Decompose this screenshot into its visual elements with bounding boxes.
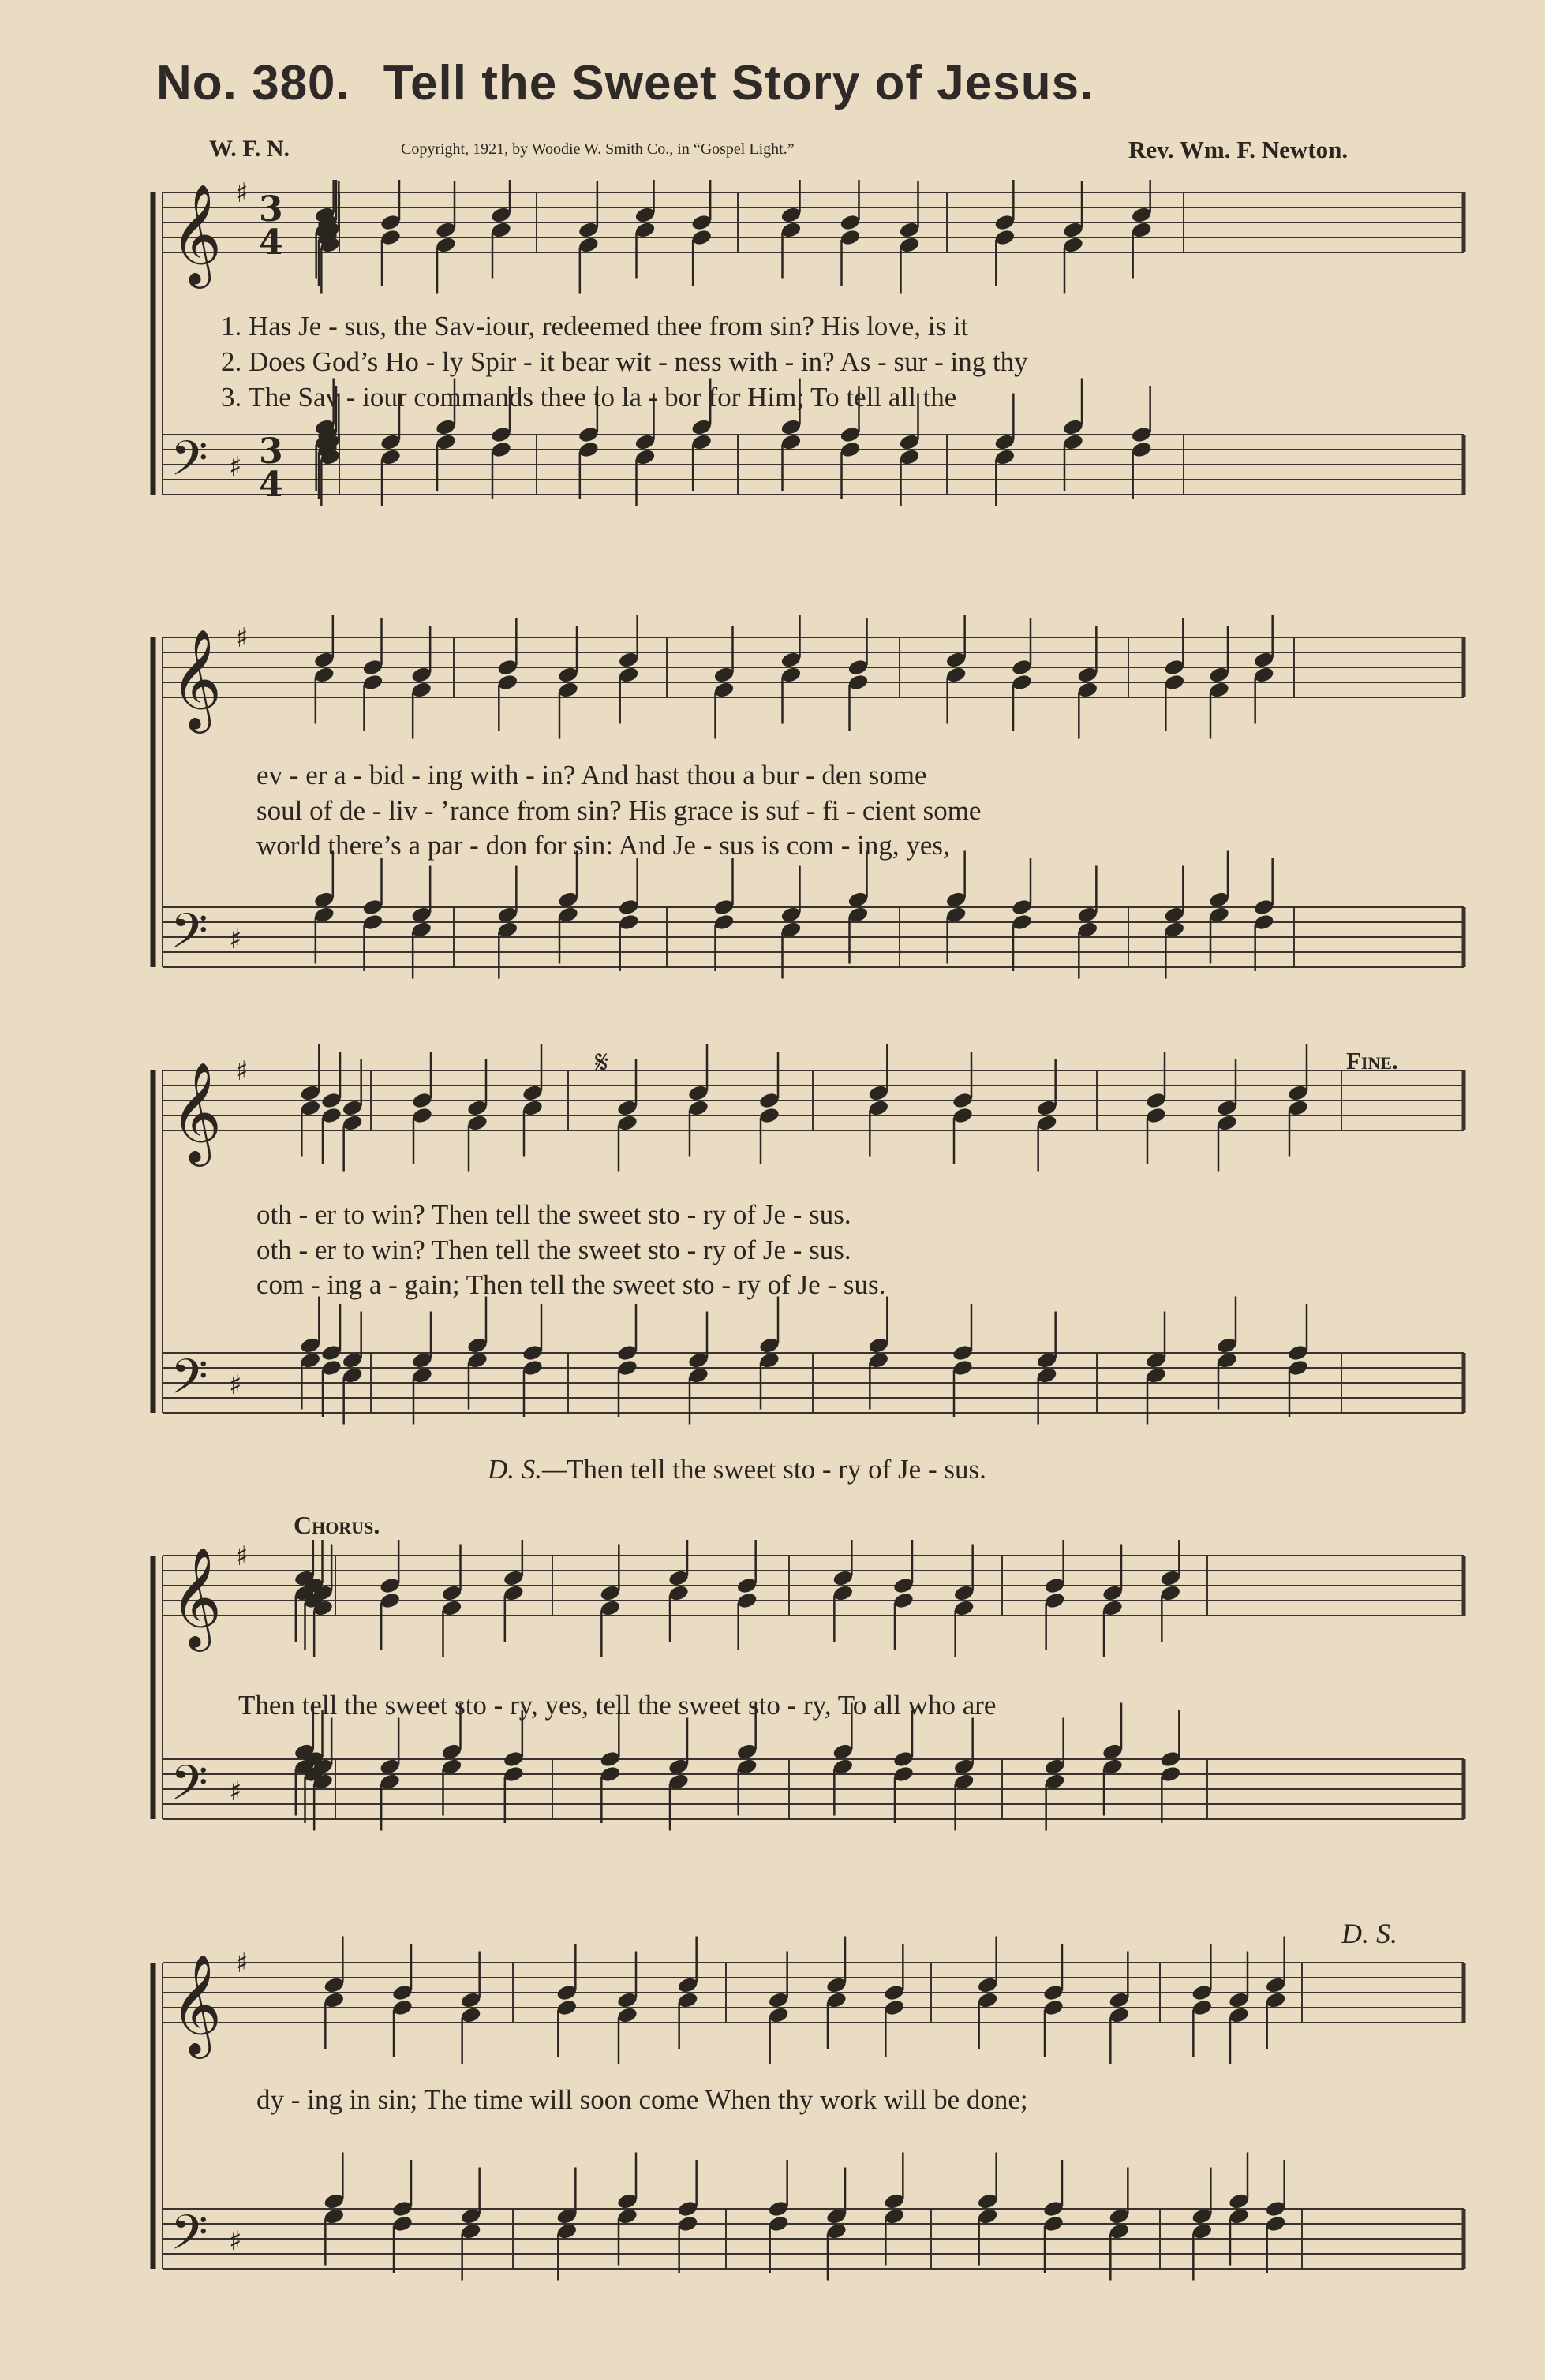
hymn-title: Tell the Sweet Story of Jesus. bbox=[383, 56, 1094, 110]
ds-lead-mark: D. S.— bbox=[488, 1454, 567, 1485]
bass-clef-icon: 𝄢 bbox=[170, 2205, 208, 2273]
treble-clef-icon: 𝄞 bbox=[170, 1953, 223, 2054]
sharp-key-icon: ♯ bbox=[235, 1948, 249, 1979]
time-sig-bottom: 4 bbox=[259, 465, 283, 505]
sharp-key-icon: ♯ bbox=[229, 924, 242, 955]
verse-1-lyric: oth - er to win? Then tell the sweet sto - ry of Je - sus. bbox=[256, 1199, 851, 1230]
sharp-key-icon: ♯ bbox=[235, 1055, 249, 1087]
hymn-heading bbox=[156, 55, 1340, 111]
treble-staff bbox=[163, 615, 1464, 739]
composer-initials: W. F. N. bbox=[209, 136, 290, 162]
verse-3-lyric: 3. The Sav - iour commands thee to la - bor for Him; To tell all the bbox=[221, 382, 957, 413]
verse-1-lyric: ev - er a - bid - ing with - in? And hast thou a bur - den some bbox=[256, 760, 927, 790]
verse-3-lyric: world there’s a par - don for sin: And Je - sus is com - ing, yes, bbox=[256, 830, 950, 861]
time-sig-top: 3 bbox=[259, 432, 283, 472]
music-system-3 bbox=[142, 1037, 1468, 1432]
chorus-label: Chorus. bbox=[294, 1511, 380, 1539]
treble-staff bbox=[163, 180, 1464, 294]
music-system-5 bbox=[142, 1909, 1468, 2288]
segno-sign: 𝄋 bbox=[595, 1044, 609, 1080]
bass-staff bbox=[163, 851, 1464, 979]
treble-clef-icon: 𝄞 bbox=[170, 1061, 223, 1162]
sharp-key-icon: ♯ bbox=[229, 2225, 242, 2257]
music-system-1 bbox=[142, 180, 1468, 551]
ds-end-mark: D. S. bbox=[1341, 1918, 1397, 1949]
verse-1-lyric: 1. Has Je - sus, the Sav-iour, redeemed thee from sin? His love, is it bbox=[221, 311, 969, 342]
treble-clef-icon: 𝄞 bbox=[170, 183, 223, 284]
ds-repeat-lyric bbox=[488, 1454, 986, 1485]
treble-clef-icon: 𝄞 bbox=[170, 628, 223, 729]
verse-2-lyric: oth - er to win? Then tell the sweet sto - ry of Je - sus. bbox=[256, 1235, 851, 1265]
bass-clef-icon: 𝄢 bbox=[170, 1755, 208, 1823]
treble-staff bbox=[163, 1937, 1464, 2064]
chorus-lyric: Then tell the sweet sto - ry, yes, tell the sweet sto - ry, To all who are bbox=[238, 1690, 997, 1721]
treble-clef-icon: 𝄞 bbox=[170, 1546, 223, 1647]
sharp-key-icon: ♯ bbox=[229, 451, 242, 483]
sharp-key-icon: ♯ bbox=[229, 1369, 242, 1401]
music-system-2 bbox=[142, 615, 1468, 994]
bass-staff bbox=[163, 1297, 1464, 1425]
sharp-key-icon: ♯ bbox=[235, 1541, 249, 1572]
music-system-4 bbox=[142, 1540, 1468, 1863]
time-sig-top: 3 bbox=[259, 189, 283, 230]
bass-clef-icon: 𝄢 bbox=[170, 903, 208, 971]
copyright-notice: Copyright, 1921, by Woodie W. Smith Co., in “Gospel Light.” bbox=[401, 140, 795, 158]
verse-3-lyric: com - ing a - gain; Then tell the sweet sto - ry of Je - sus. bbox=[256, 1269, 886, 1300]
ds-lyric-text: Then tell the sweet sto - ry of Je - sus. bbox=[567, 1454, 986, 1485]
chorus-lyric: dy - ing in sin; The time will soon come When thy work will be done; bbox=[256, 2084, 1028, 2115]
verse-2-lyric: 2. Does God’s Ho - ly Spir - it bear wit - ness with - in? As - sur - ing thy bbox=[221, 346, 1028, 377]
bass-clef-icon: 𝄢 bbox=[170, 431, 208, 499]
sharp-key-icon: ♯ bbox=[235, 622, 249, 654]
bass-staff bbox=[163, 2153, 1464, 2281]
hymn-number: No. 380. bbox=[156, 56, 350, 110]
fine-mark: Fine. bbox=[1346, 1047, 1398, 1074]
treble-staff bbox=[163, 1540, 1464, 1657]
verse-2-lyric: soul of de - liv - ’rance from sin? His grace is suf - fi - cient some bbox=[256, 795, 982, 826]
author-credit: Rev. Wm. F. Newton. bbox=[1128, 136, 1349, 163]
sharp-key-icon: ♯ bbox=[229, 1776, 242, 1807]
bass-clef-icon: 𝄢 bbox=[170, 1349, 208, 1417]
treble-staff bbox=[163, 1044, 1464, 1172]
sharp-key-icon: ♯ bbox=[235, 180, 249, 209]
time-sig-bottom: 4 bbox=[259, 222, 283, 263]
